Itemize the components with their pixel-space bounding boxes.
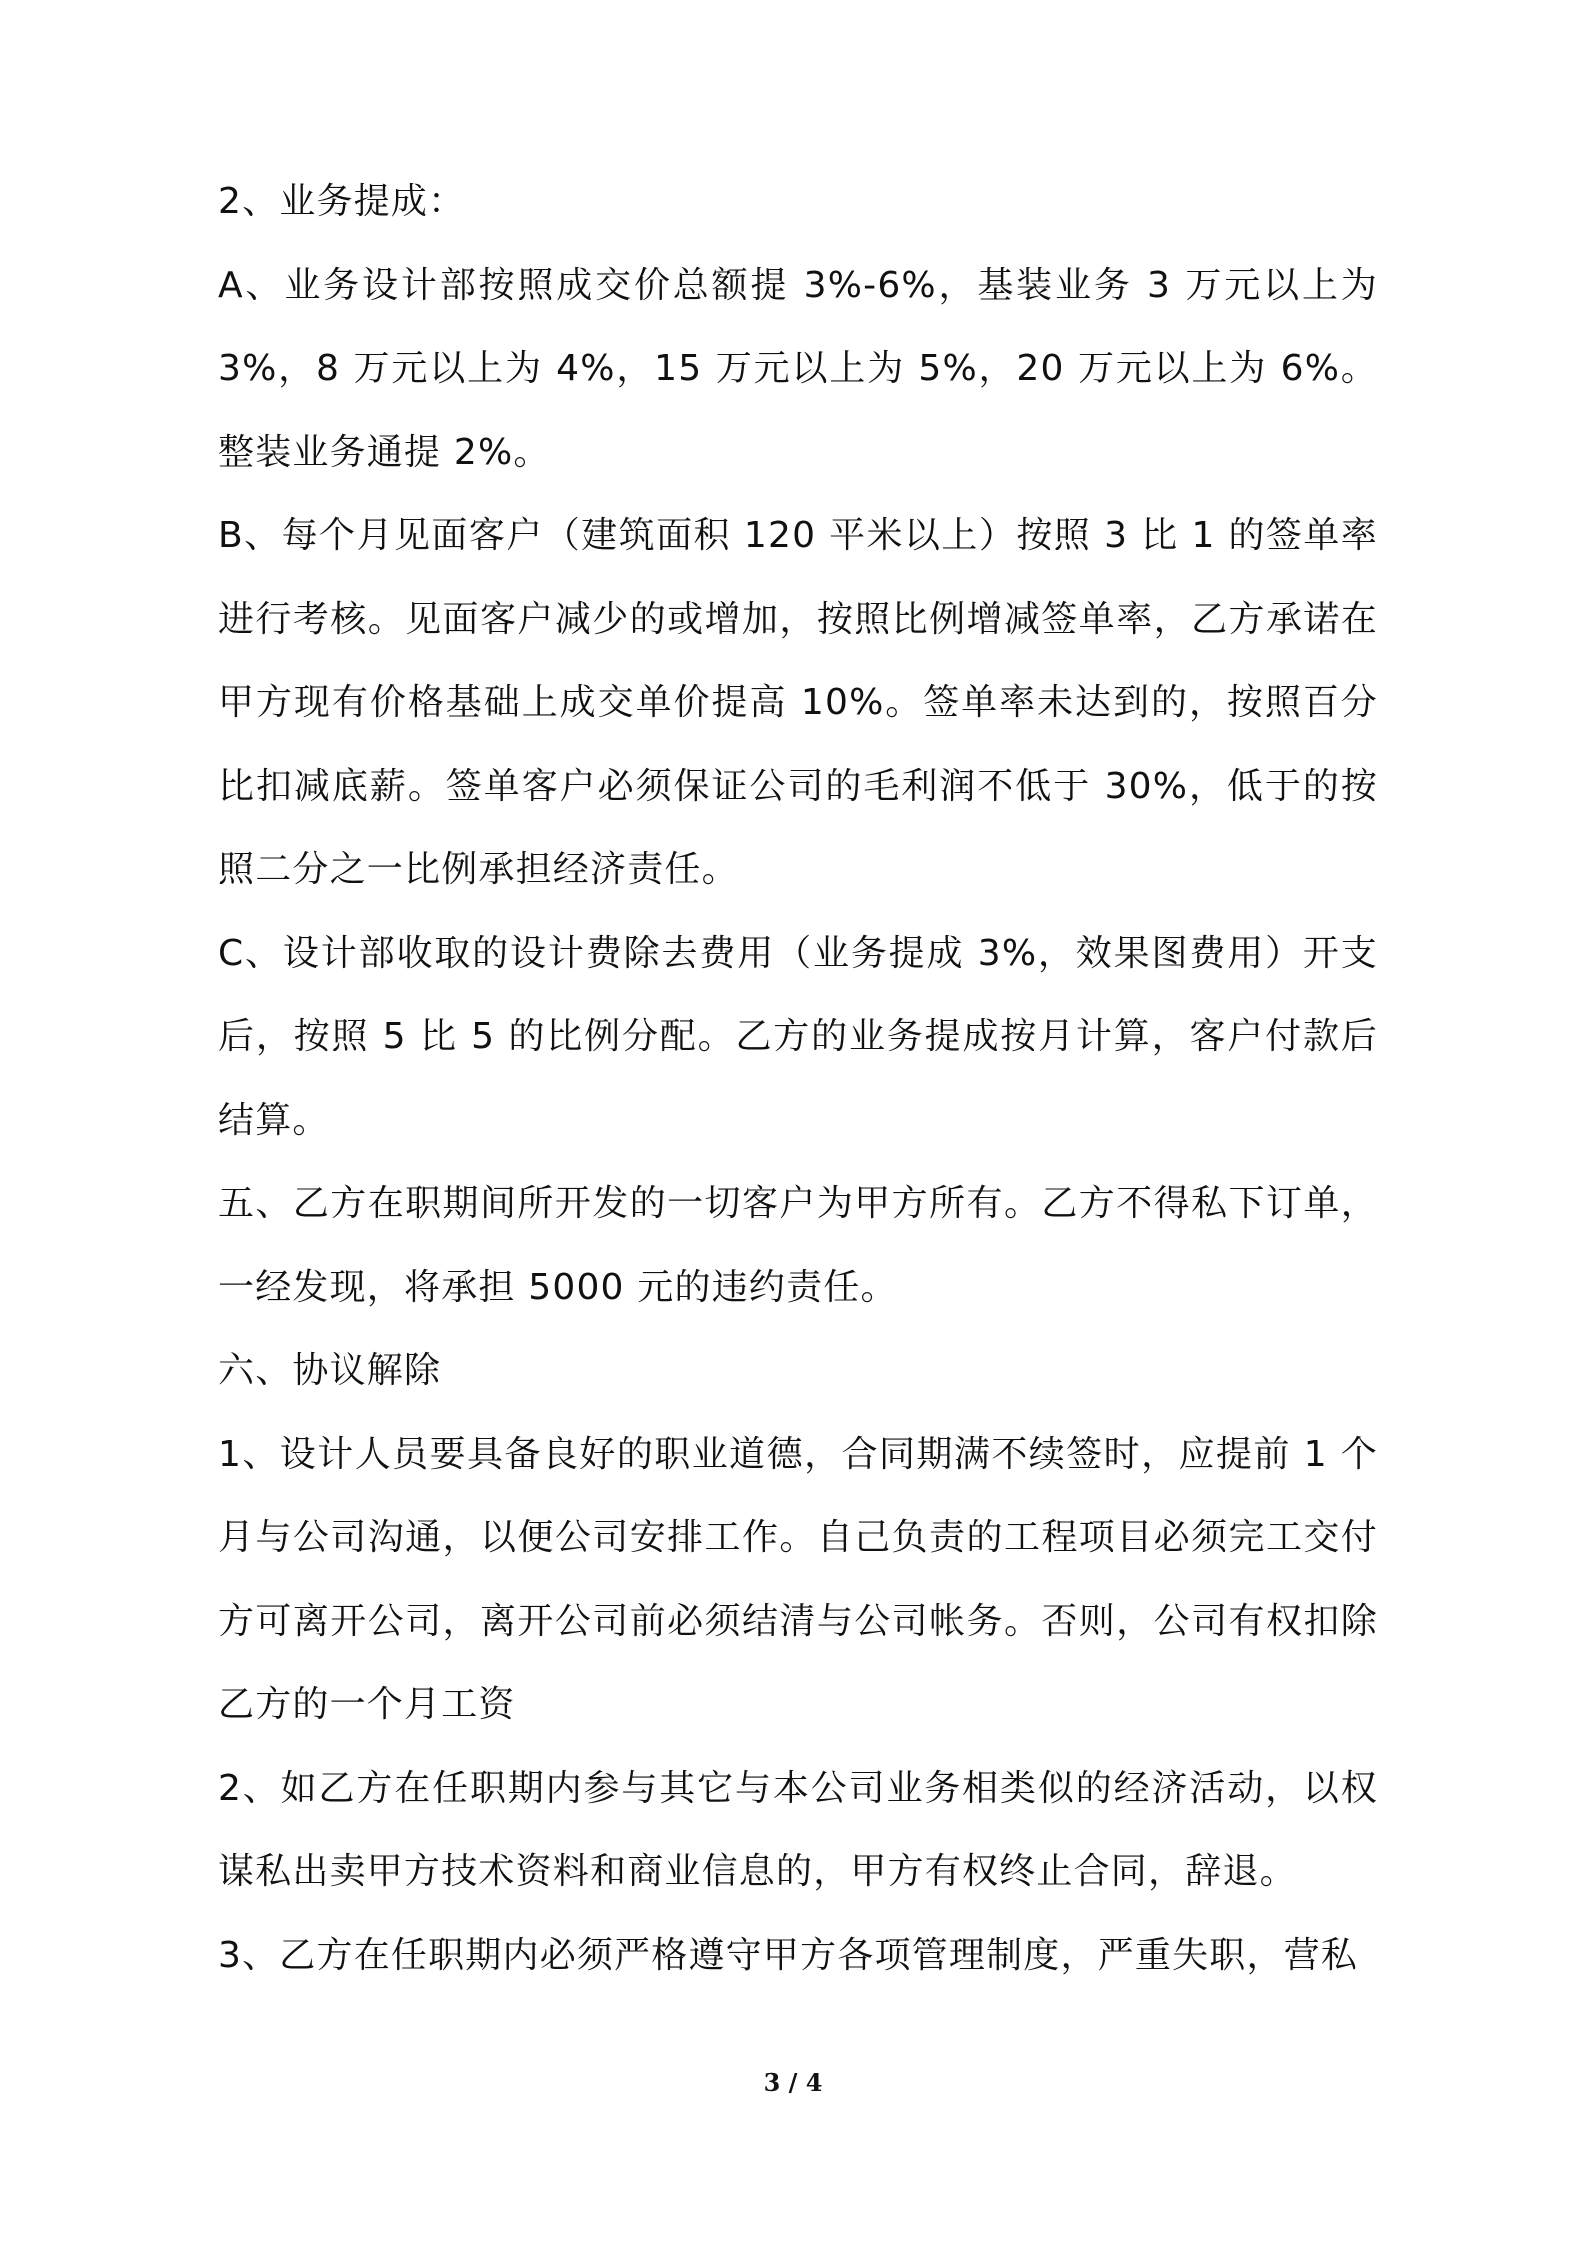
paragraph-clause-6-1: 1、设计人员要具备良好的职业道德，合同期满不续签时，应提前 1 个月与公司沟通，以便公司安排工作。自己负责的工程项目必须完工交付方可离开公司，离开公司前必须结清与公司帐务。否则，公司有权扣除乙方的一个月工资 bbox=[218, 1433, 1378, 1725]
paragraph-commission-c: C、设计部收取的设计费除去费用（业务提成 3%，效果图费用）开支后，按照 5 比 5 的比例分配。乙方的业务提成按月计算，客户付款后结算。 bbox=[218, 932, 1378, 1141]
paragraph-commission-heading: 2、业务提成： bbox=[218, 181, 466, 222]
paragraph-clause-6-3: 3、乙方在任职期内必须严格遵守甲方各项管理制度，严重失职，营私 bbox=[218, 1934, 1359, 1976]
page-number: 3 / 4 bbox=[763, 2068, 823, 2097]
paragraph-clause-6-heading: 六、协议解除 bbox=[218, 1350, 442, 1391]
paragraph-commission-b: B、每个月见面客户（建筑面积 120 平米以上）按照 3 比 1 的签单率进行考核。见面客户减少的或增加，按照比例增减签单率，乙方承诺在甲方现有价格基础上成交单价提高 10%。签单率未达到的，按照百分比扣减底薪。签单客户必须保证公司的毛利润不低于 30%，低于的按照二分之一比例承担经济责任。 bbox=[218, 515, 1378, 890]
paragraph-commission-a: A、业务设计部按照成交价总额提 3%-6%，基装业务 3 万元以上为 3%，8 万元以上为 4%，15 万元以上为 5%，20 万元以上为 6%。整装业务通提 2%。 bbox=[218, 264, 1378, 473]
paragraph-clause-6-2: 2、如乙方在任职期内参与其它与本公司业务相类似的经济活动，以权谋私出卖甲方技术资料和商业信息的，甲方有权终止合同，辞退。 bbox=[218, 1767, 1378, 1892]
document-body bbox=[218, 160, 1378, 1997]
paragraph-clause-5: 五、乙方在职期间所开发的一切客户为甲方所有。乙方不得私下订单，一经发现，将承担 5000 元的违约责任。 bbox=[218, 1183, 1378, 1308]
